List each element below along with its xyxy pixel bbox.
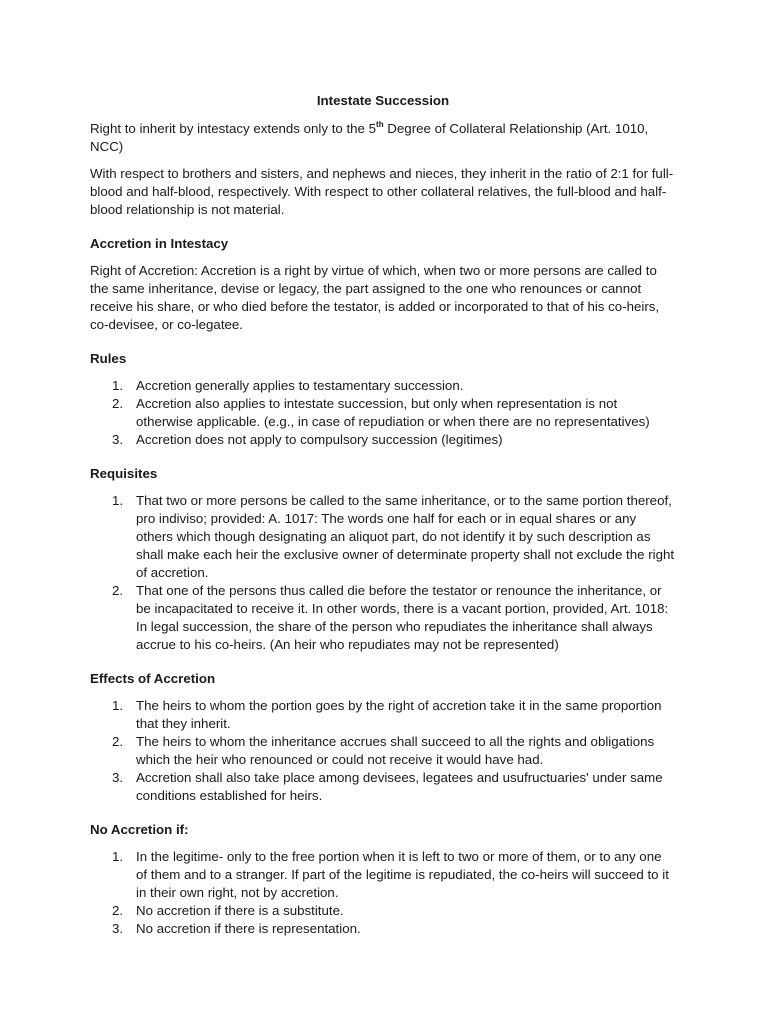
- list-item: [90, 582, 676, 654]
- list-number: 2.: [112, 903, 124, 918]
- list-item: [90, 395, 676, 431]
- list-number: 2.: [112, 734, 124, 749]
- list-number: 3.: [112, 921, 124, 936]
- rules-list: [90, 377, 676, 449]
- list-item-text: The heirs to whom the inheritance accrues shall succeed to all the rights and obligations which the heir who renounced or could not receive it would have had.: [136, 734, 655, 767]
- heading-no-accretion: No Accretion if:: [90, 822, 189, 837]
- no-accretion-list: [90, 848, 676, 938]
- list-item: [90, 431, 676, 449]
- accretion-paragraph: Right of Accretion: Accretion is a right by virtue of which, when two or more persons are called to the same inheritance, devise or legacy, the part assigned to the one who renounces or cannot receive his share, or who died before the testator, is added or incorporated to that of his co-heirs, co-devisee, or co-legatee.: [90, 263, 660, 332]
- heading-accretion-in-intestacy: Accretion in Intestacy: [90, 236, 229, 251]
- list-item: [90, 697, 676, 733]
- list-item-text: No accretion if there is a substitute.: [136, 903, 344, 918]
- heading-effects-of-accretion: Effects of Accretion: [90, 671, 216, 686]
- list-item-text: Accretion shall also take place among devisees, legatees and usufructuaries' under same conditions established for heirs.: [136, 770, 663, 803]
- intro-paragraph-2: With respect to brothers and sisters, and nephews and nieces, they inherit in the ratio of 2:1 for full-blood and half-blood, respectively. With respect to other collateral relatives, the full-blood and half-blood relationship is not material.: [90, 166, 674, 217]
- list-item: [90, 848, 676, 902]
- list-number: 2.: [112, 396, 124, 411]
- page-title: Intestate Succession: [316, 93, 450, 108]
- list-item-text: The heirs to whom the portion goes by the right of accretion take it in the same proportion that they inherit.: [136, 698, 662, 731]
- list-number: 1.: [112, 698, 124, 713]
- list-item-text: That one of the persons thus called die before the testator or renounce the inheritance, or be incapacitated to receive it. In other words, there is a vacant portion, provided, Art. 1018: In legal succession, the share of the person who repudiates the inheritance shall always accrue to his co-heirs. (An heir who repudiates may not be represented): [136, 583, 669, 652]
- list-number: 1.: [112, 849, 124, 864]
- list-number: 1.: [112, 378, 124, 393]
- list-number: 2.: [112, 583, 124, 598]
- list-item: [90, 769, 676, 805]
- intro-paragraph-1: [90, 120, 676, 156]
- intro-text-after: Degree of Collateral Relationship (Art. 1010, NCC): [90, 121, 649, 154]
- list-item: [90, 733, 676, 769]
- list-item-text: No accretion if there is representation.: [136, 921, 361, 936]
- requisites-list: [90, 492, 676, 654]
- list-item-text: Accretion does not apply to compulsory succession (legitimes): [136, 432, 503, 447]
- superscript-th: th: [376, 120, 384, 129]
- heading-rules: Rules: [90, 351, 127, 366]
- list-number: 3.: [112, 770, 124, 785]
- list-item-text: Accretion generally applies to testamentary succession.: [136, 378, 464, 393]
- list-item: [90, 902, 676, 920]
- list-number: 1.: [112, 493, 124, 508]
- list-item-text: That two or more persons be called to the same inheritance, or to the same portion thereof, pro indiviso; provided: A. 1017: The words one half for each or in equal shares or any others which though designating an aliquot part, do not identify it by such description as shall make each heir the exclusive owner of determinate property shall not exclude the right of accretion.: [136, 493, 675, 580]
- effects-list: [90, 697, 676, 805]
- intro-text-before: Right to inherit by intestacy extends only to the 5: [90, 121, 377, 136]
- list-item-text: In the legitime- only to the free portion when it is left to two or more of them, or to any one of them and to a stranger. If part of the legitime is repudiated, the co-heirs will succeed to it in their own right, not by accretion.: [136, 849, 669, 900]
- list-number: 3.: [112, 432, 124, 447]
- list-item: [90, 920, 676, 938]
- list-item-text: Accretion also applies to intestate succession, but only when representation is not otherwise applicable. (e.g., in case of repudiation or when there are no representatives): [136, 396, 650, 429]
- list-item: [90, 492, 676, 582]
- list-item: [90, 377, 676, 395]
- heading-requisites: Requisites: [90, 466, 158, 481]
